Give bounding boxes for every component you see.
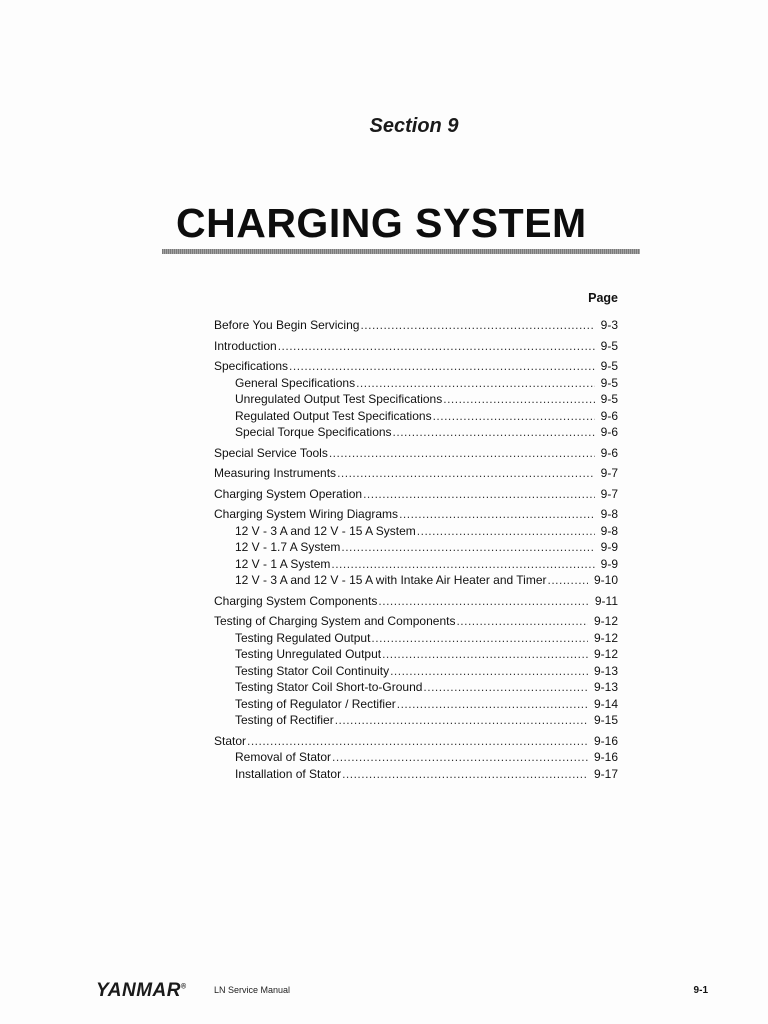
dot-leader (443, 391, 594, 408)
toc-entry-label: Testing of Regulator / Rectifier (235, 696, 396, 711)
dot-leader (548, 572, 588, 589)
dot-leader (289, 358, 595, 375)
toc-entry-page: 9-6 (600, 408, 618, 423)
dot-leader (337, 465, 595, 482)
dot-leader (382, 646, 588, 663)
dot-leader (433, 408, 595, 425)
toc-entry-label: Testing Stator Coil Continuity (235, 663, 390, 678)
toc-subentry (214, 375, 618, 392)
toc-entry-label: Unregulated Output Test Specifications (235, 392, 443, 406)
dot-leader (393, 424, 595, 441)
toc-entry (214, 733, 618, 750)
section-label: Section 9 (369, 115, 459, 137)
toc-subentry (214, 679, 618, 696)
chapter-title: CHARGING SYSTEM (176, 200, 587, 246)
dot-leader (329, 445, 595, 462)
toc-entry-page: 9-16 (593, 733, 618, 748)
toc-entry-label: Charging System Wiring Diagrams (214, 507, 399, 521)
toc-subentry (214, 646, 618, 663)
toc-entry (214, 358, 618, 375)
toc-entry-label: Testing of Charging System and Components (214, 614, 456, 628)
toc-entry-page: 9-5 (600, 392, 618, 406)
toc-entry (214, 486, 618, 503)
dot-leader (371, 630, 588, 647)
footer-page-number: 9-1 (693, 985, 708, 996)
toc-subentry (214, 424, 618, 441)
toc-subentry (214, 556, 618, 573)
toc-entry-page: 9-17 (593, 766, 618, 781)
toc-subentry (214, 749, 618, 766)
toc-entry (214, 506, 618, 523)
dot-leader (397, 696, 588, 713)
toc-entry-label: Charging System Components (214, 593, 378, 608)
toc-subentry (214, 408, 618, 425)
toc-entry-label: Testing Unregulated Output (235, 647, 382, 661)
toc-entry-page: 9-7 (600, 486, 618, 501)
toc-entry-label: Introduction (214, 338, 277, 353)
toc-entry-page: 9-13 (593, 680, 618, 694)
toc-entry-page: 9-13 (593, 663, 618, 678)
toc-entry (214, 338, 618, 355)
toc-entry-label: Regulated Output Test Specifications (235, 408, 432, 423)
toc-entry-page: 9-14 (593, 696, 618, 711)
toc-entry-page: 9-9 (600, 540, 618, 554)
dot-leader (332, 749, 588, 766)
toc-entry-label: Special Torque Specifications (235, 425, 392, 439)
dot-leader (278, 338, 595, 355)
toc-entry-page: 9-6 (600, 425, 618, 439)
toc-entry-page: 9-5 (600, 375, 618, 390)
dot-leader (417, 523, 595, 540)
toc-entry (214, 465, 618, 482)
toc-entry-page: 9-9 (600, 556, 618, 571)
toc-entry-page: 9-3 (600, 318, 618, 332)
dot-leader (390, 663, 588, 680)
dot-leader (456, 613, 588, 630)
table-of-contents (214, 317, 618, 782)
dot-leader (247, 733, 588, 750)
toc-entry (214, 593, 618, 610)
toc-entry-page: 9-8 (600, 523, 618, 538)
toc-entry-label: Stator (214, 733, 247, 748)
toc-entry (214, 445, 618, 462)
toc-entry-label: Before You Begin Servicing (214, 318, 360, 332)
toc-subentry (214, 696, 618, 713)
toc-subentry (214, 630, 618, 647)
toc-subentry (214, 712, 618, 729)
dot-leader (378, 593, 588, 610)
toc-entry-label: Charging System Operation (214, 486, 363, 501)
toc-entry-page: 9-12 (593, 647, 618, 661)
dot-leader (423, 679, 588, 696)
dot-leader (341, 539, 594, 556)
toc-entry-label: Specifications (214, 359, 289, 373)
toc-subentry (214, 572, 618, 589)
dot-leader (342, 766, 588, 783)
manual-name: LN Service Manual (214, 985, 291, 995)
toc-entry-label: Removal of Stator (235, 750, 332, 764)
toc-entry-page: 9-5 (600, 359, 618, 373)
toc-entry-label: Testing Regulated Output (235, 630, 371, 645)
yanmar-logo (96, 980, 187, 1002)
toc-entry-page: 9-12 (593, 614, 618, 628)
toc-entry-page: 9-11 (594, 593, 618, 608)
toc-entry-page: 9-12 (593, 630, 618, 645)
toc-entry-label: General Specifications (235, 375, 356, 390)
toc-entry-label: Testing Stator Coil Short-to-Ground (235, 680, 423, 694)
toc-entry-page: 9-6 (600, 445, 618, 460)
dot-leader (363, 486, 595, 503)
toc-entry-page: 9-7 (600, 466, 618, 480)
toc-entry-label: 12 V - 3 A and 12 V - 15 A with Intake Air Heater and Timer (235, 573, 547, 587)
toc-subentry (214, 766, 618, 783)
toc-entry (214, 317, 618, 334)
toc-entry-page: 9-16 (593, 750, 618, 764)
toc-subentry (214, 663, 618, 680)
dot-leader (356, 375, 595, 392)
title-underline (162, 249, 640, 254)
toc-entry-page: 9-5 (600, 338, 618, 353)
toc-entry-page: 9-8 (600, 507, 618, 521)
page-column-heading: Page (588, 291, 618, 305)
toc-entry-label: Measuring Instruments (214, 466, 337, 480)
dot-leader (331, 556, 594, 573)
dot-leader (335, 712, 588, 729)
toc-entry-label: Special Service Tools (214, 445, 328, 460)
dot-leader (360, 317, 594, 334)
toc-subentry (214, 539, 618, 556)
toc-entry-label: Testing of Rectifier (235, 713, 334, 727)
toc-entry-label: 12 V - 1.7 A System (235, 540, 341, 554)
toc-subentry (214, 391, 618, 408)
toc-entry-label: Installation of Stator (235, 766, 342, 781)
toc-entry-page: 9-15 (593, 713, 618, 727)
toc-entry-page: 9-10 (593, 573, 618, 587)
toc-entry (214, 613, 618, 630)
registered-mark: ® (180, 983, 187, 991)
toc-entry-label: 12 V - 1 A System (235, 556, 331, 571)
dot-leader (399, 506, 595, 523)
brand-name: YANMAR (96, 980, 181, 1001)
toc-entry-label: 12 V - 3 A and 12 V - 15 A System (235, 523, 416, 538)
toc-subentry (214, 523, 618, 540)
